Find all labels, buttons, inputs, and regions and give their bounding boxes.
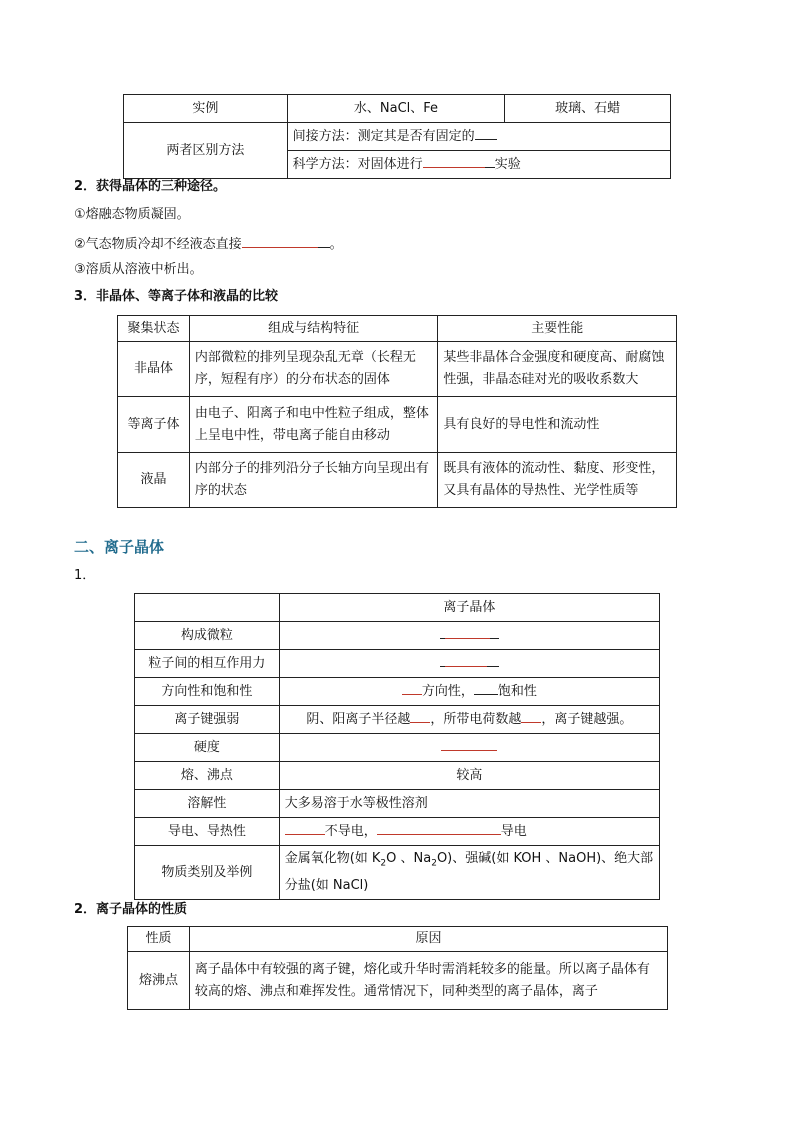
examples-text-2: O 、Na <box>386 851 432 867</box>
blank <box>474 681 498 695</box>
state-structure: 内部微粒的排列呈现杂乱无章（长程无序，短程有序）的分布状态的固体 <box>189 342 438 397</box>
scientific-method-text: 科学方法：对固体进行 <box>292 156 423 172</box>
cell-bond-strength <box>279 706 659 734</box>
cell-example-label: 实例 <box>124 95 288 123</box>
state-property: 既具有液体的流动性、黏度、形变性，又具有晶体的导热性、光学性质等 <box>438 453 677 508</box>
cell-melting: 较高 <box>279 762 659 790</box>
blank <box>410 709 430 723</box>
comparison-table <box>117 315 677 508</box>
method-3: ③溶质从溶液中析出。 <box>74 262 203 277</box>
blank <box>377 821 501 835</box>
label-direction: 方向性和饱和性 <box>135 678 280 706</box>
method-2-text: ②气态物质冷却不经液态直接 <box>74 237 242 252</box>
state-name: 等离子体 <box>118 397 190 453</box>
blank <box>485 154 495 168</box>
blank <box>441 737 497 751</box>
state-name: 液晶 <box>118 453 190 508</box>
state-structure: 由电子、阳离子和电中性粒子组成，整体上呈电中性，带电离子能自由移动 <box>189 397 438 453</box>
crystal-vs-amorphous-table <box>123 94 671 179</box>
cell-hardness <box>279 734 659 762</box>
header-property: 性质 <box>128 927 190 952</box>
heading-properties: 2．离子晶体的性质 <box>74 902 188 917</box>
cell-interaction <box>279 650 659 678</box>
cell-particles <box>279 622 659 650</box>
blank <box>490 625 499 639</box>
state-name: 非晶体 <box>118 342 190 397</box>
label-melting: 熔、沸点 <box>135 762 280 790</box>
label-solubility: 溶解性 <box>135 790 280 818</box>
bond-text-b: ，所带电荷数越 <box>430 711 522 727</box>
blank <box>445 653 487 667</box>
header-structure: 组成与结构特征 <box>189 316 438 342</box>
direction-text-a: 方向性， <box>421 683 474 699</box>
examples-sub-1: 2 <box>380 858 387 869</box>
cell-crystal-examples: 水、NaCl、Fe <box>287 95 505 123</box>
examples-sub-2: 2 <box>431 858 437 869</box>
heading-comparison: 3．非晶体、等离子体和液晶的比较 <box>74 289 279 304</box>
label-melting-point: 熔沸点 <box>128 952 190 1010</box>
cell-distinguish-label: 两者区别方法 <box>124 123 288 179</box>
header-reason: 原因 <box>189 927 667 952</box>
cell-solubility: 大多易溶于水等极性溶剂 <box>279 790 659 818</box>
blank <box>242 234 318 248</box>
heading-crystal-methods: 2．获得晶体的三种途径。 <box>74 179 227 194</box>
blank <box>521 709 541 723</box>
label-conductivity: 导电、导热性 <box>135 818 280 846</box>
label-examples: 物质类别及举例 <box>135 846 280 900</box>
state-property: 具有良好的导电性和流动性 <box>438 397 677 453</box>
blank <box>475 126 497 140</box>
header-ionic: 离子晶体 <box>279 594 659 622</box>
blank <box>445 625 490 639</box>
cell-examples <box>279 846 659 900</box>
bond-text-c: ，离子键越强。 <box>541 711 633 727</box>
scientific-method-suffix: 实验 <box>494 156 521 172</box>
cell-melting-reason: 离子晶体中有较强的离子键，熔化或升华时需消耗较多的能量。所以离子晶体有较高的熔、沸点和难挥发性。通常情况下，同种类型的离子晶体，离子 <box>189 952 667 1010</box>
blank <box>285 821 325 835</box>
method-2-suffix: 。 <box>329 237 343 252</box>
header-state: 聚集状态 <box>118 316 190 342</box>
ionic-crystal-table <box>134 593 660 900</box>
item-number: 1． <box>74 568 96 583</box>
blank <box>318 234 330 248</box>
properties-table <box>127 926 668 1010</box>
state-property: 某些非晶体合金强度和硬度高、耐腐蚀性强，非晶态硅对光的吸收系数大 <box>438 342 677 397</box>
section-title: 二、离子晶体 <box>74 538 165 556</box>
label-interaction: 粒子间的相互作用力 <box>135 650 280 678</box>
header-empty <box>135 594 280 622</box>
state-structure: 内部分子的排列沿分子长轴方向呈现出有序的状态 <box>189 453 438 508</box>
cell-conductivity <box>279 818 659 846</box>
header-property: 主要性能 <box>438 316 677 342</box>
conductivity-text-b: 导电 <box>500 823 527 839</box>
label-bond-strength: 离子键强弱 <box>135 706 280 734</box>
blank <box>487 653 499 667</box>
cell-direction <box>279 678 659 706</box>
label-particles: 构成微粒 <box>135 622 280 650</box>
blank <box>423 154 485 168</box>
indirect-method-text: 间接方法：测定其是否有固定的 <box>292 128 475 144</box>
bond-text-a: 阴、阳离子半径越 <box>306 711 411 727</box>
conductivity-text-a: 不导电， <box>324 823 377 839</box>
examples-text-3: O)、强碱(如 KOH 、NaOH)、绝大部分盐(如 NaCl) <box>284 851 654 893</box>
method-2 <box>74 234 343 254</box>
cell-amorphous-examples: 玻璃、石蜡 <box>505 95 671 123</box>
method-1: ①熔融态物质凝固。 <box>74 207 190 222</box>
label-hardness: 硬度 <box>135 734 280 762</box>
blank <box>402 681 422 695</box>
cell-indirect-method <box>287 123 670 151</box>
examples-text-1: 金属氧化物(如 K <box>284 851 381 867</box>
cell-scientific-method <box>287 151 670 179</box>
direction-text-b: 饱和性 <box>497 683 537 699</box>
